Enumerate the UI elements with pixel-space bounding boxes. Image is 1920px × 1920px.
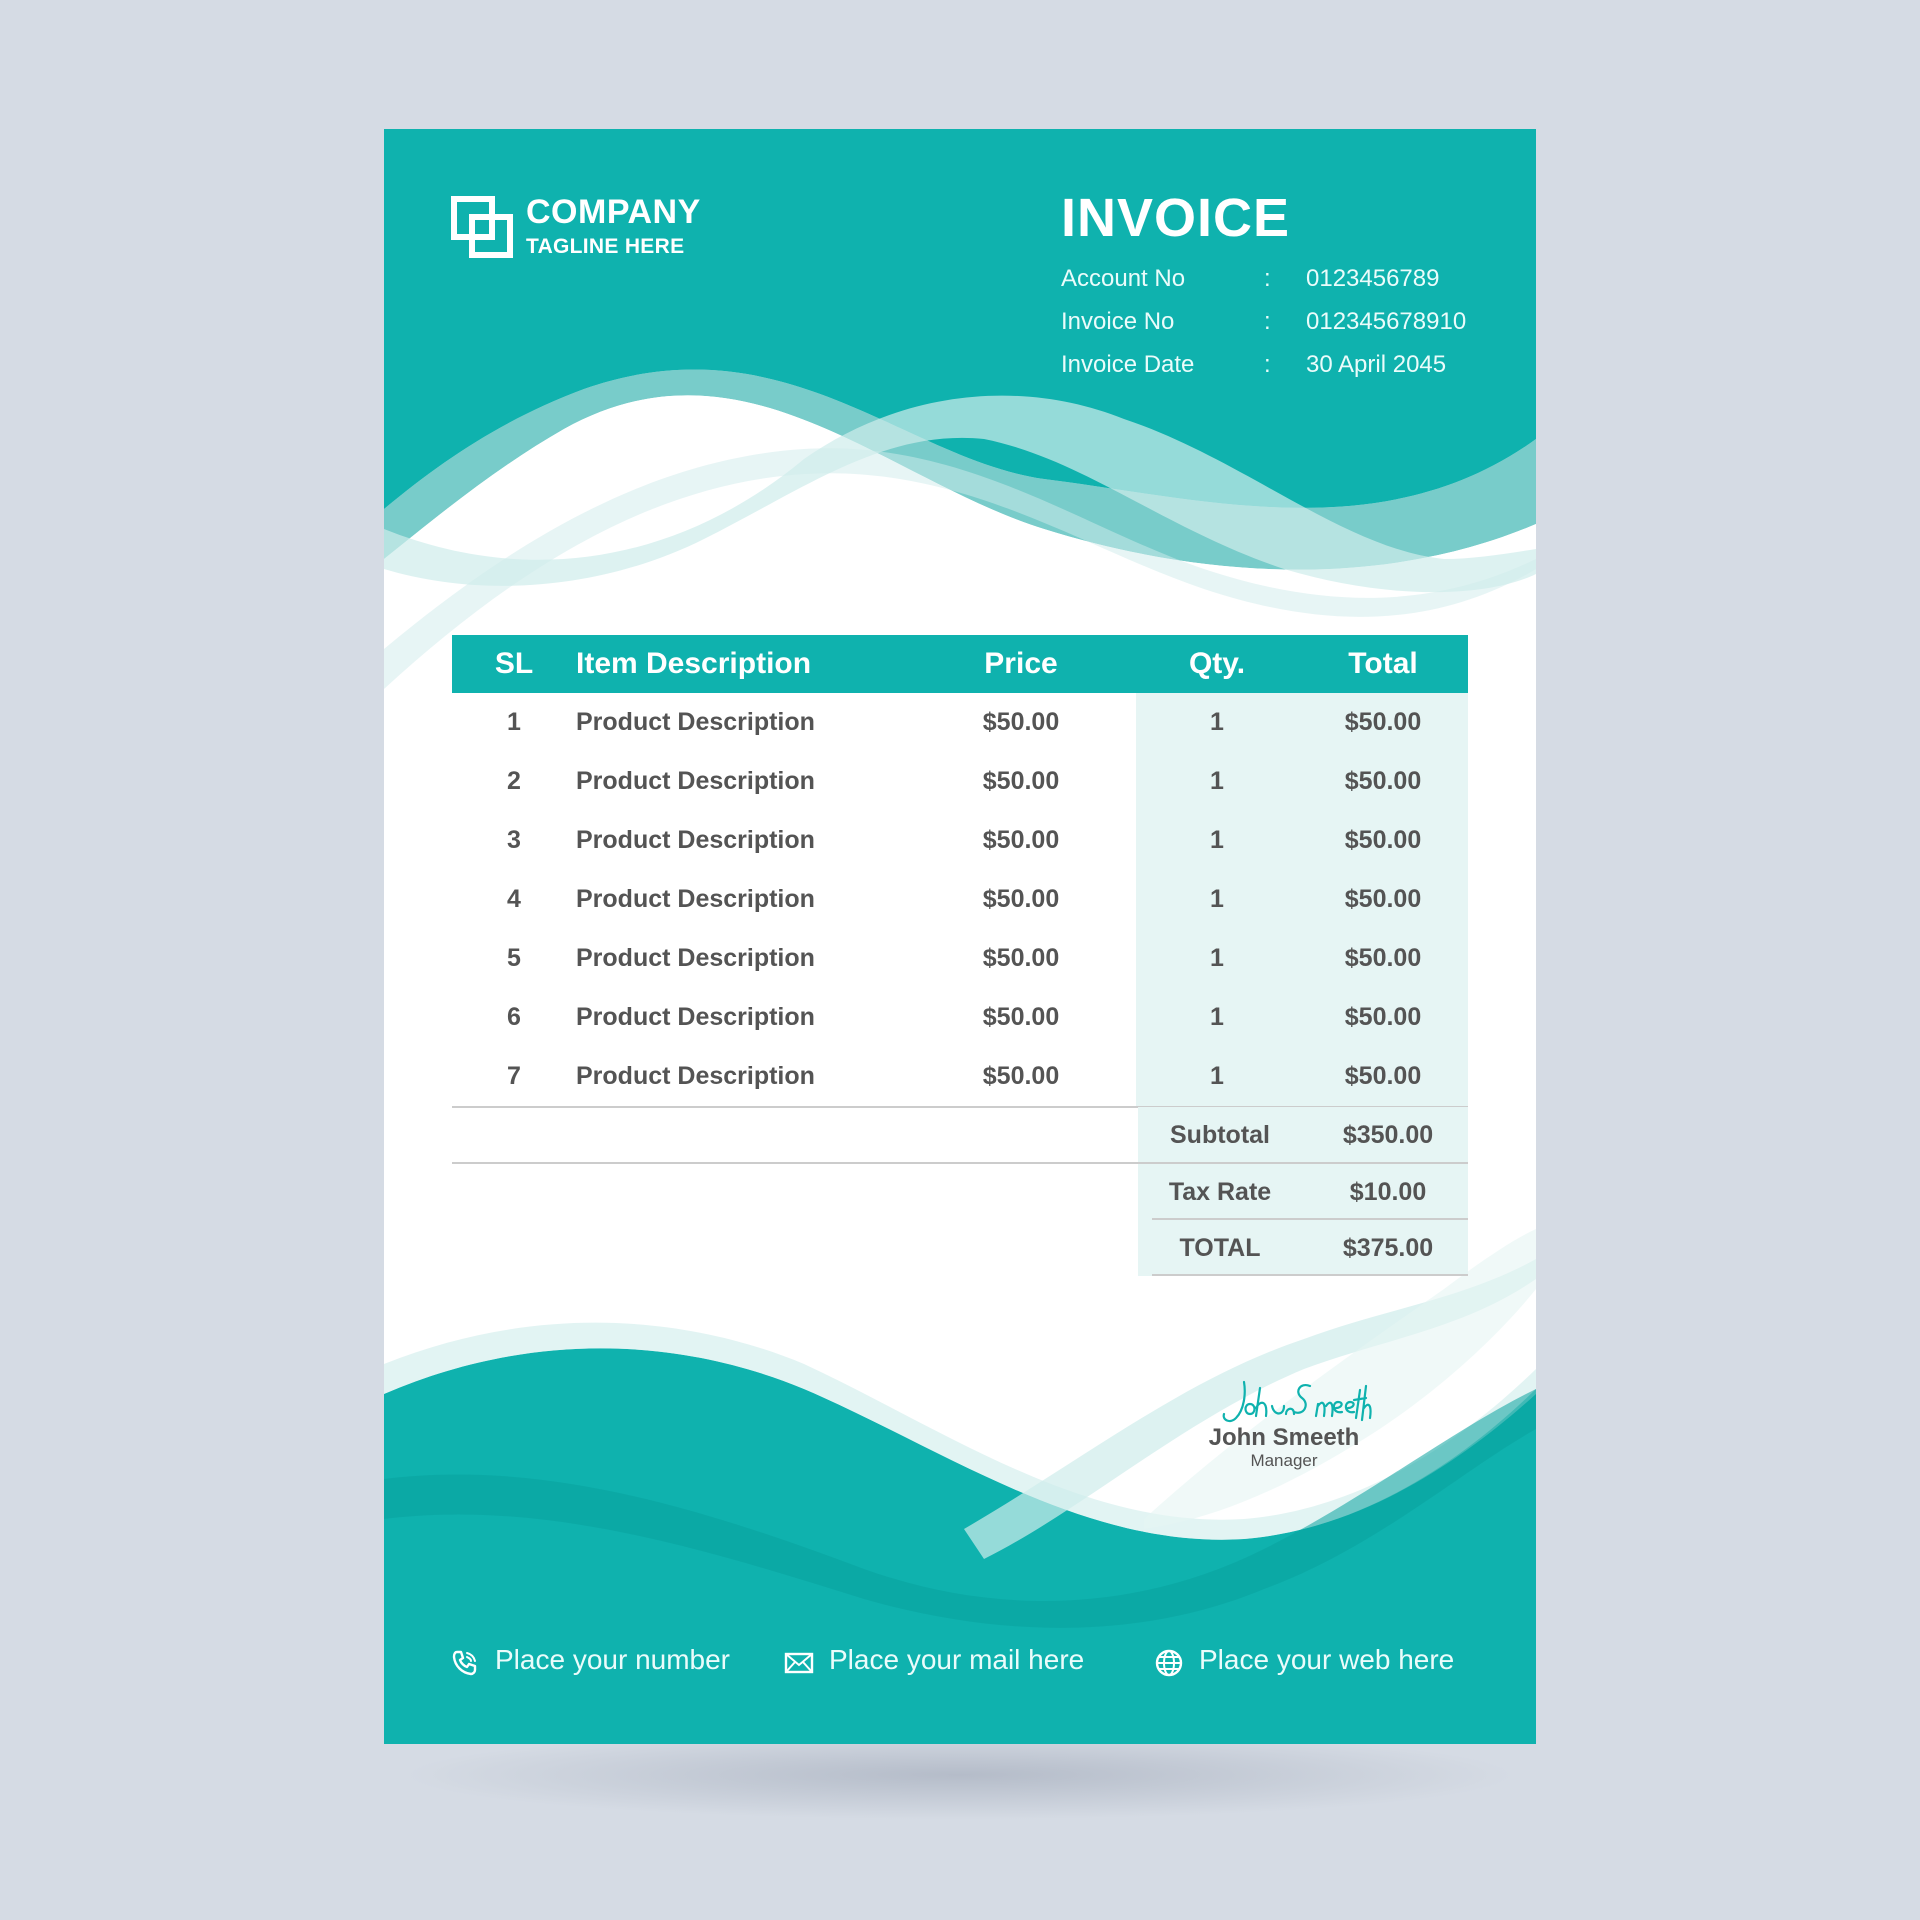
cell-sl: 1	[507, 708, 521, 736]
cell-qty: 1	[1136, 811, 1298, 870]
items-table	[452, 635, 1468, 1108]
table-row	[452, 752, 1468, 811]
cell-total: $50.00	[1298, 929, 1468, 988]
cell-sl: 4	[507, 885, 521, 913]
overlapping-squares-icon	[450, 195, 514, 259]
cell-sl: 5	[507, 944, 521, 972]
total-label: TOTAL	[1179, 1234, 1261, 1262]
cell-description: Product Description	[576, 708, 815, 736]
tax-value: $10.00	[1349, 1178, 1427, 1206]
table-row	[452, 870, 1468, 929]
cell-qty: 1	[1136, 752, 1298, 811]
cell-description: Product Description	[576, 885, 815, 913]
globe-icon	[1154, 1648, 1184, 1678]
meta-separator: :	[1264, 308, 1271, 335]
meta-separator: :	[1264, 265, 1271, 292]
table-row	[452, 693, 1468, 752]
meta-separator: :	[1264, 351, 1271, 378]
table-row	[452, 988, 1468, 1047]
cell-sl: 7	[452, 1047, 576, 1107]
cell-total: $50.00	[1298, 693, 1468, 752]
cell-description: Product Description	[576, 944, 815, 972]
cell-sl: 2	[507, 767, 521, 795]
divider-line	[1152, 1274, 1468, 1276]
subtotal-value: $350.00	[1342, 1121, 1434, 1149]
signatory-name: John Smeeth	[1208, 1424, 1360, 1451]
cell-price: $50.00	[982, 826, 1060, 854]
tax-label: Tax Rate	[1168, 1178, 1272, 1206]
company-tagline: TAGLINE HERE	[526, 235, 685, 258]
meta-value: 012345678910	[1306, 308, 1467, 335]
header-total: Total	[1298, 635, 1468, 693]
subtotal-label: Subtotal	[1170, 1121, 1270, 1149]
meta-value: 0123456789	[1306, 265, 1440, 292]
table-row	[452, 1047, 1468, 1107]
subtotal-row	[1138, 1107, 1468, 1163]
meta-label: Account No	[1061, 265, 1186, 292]
meta-value: 30 April 2045	[1306, 351, 1447, 378]
cell-price: $50.00	[906, 1047, 1136, 1107]
cell-total: $50.00	[1298, 870, 1468, 929]
contact-web-text: Place your web here	[1199, 1644, 1455, 1675]
cell-qty: 1	[1136, 1047, 1298, 1107]
cell-qty: 1	[1136, 929, 1298, 988]
cell-total: $50.00	[1298, 1047, 1468, 1107]
table-header-row	[452, 635, 1468, 693]
cell-description: Product Description	[576, 1003, 815, 1031]
company-name: COMPANY	[526, 193, 701, 231]
cell-total: $50.00	[1298, 811, 1468, 870]
cell-total: $50.00	[1298, 988, 1468, 1047]
cell-price: $50.00	[982, 708, 1060, 736]
table-row	[452, 811, 1468, 870]
invoice-page	[384, 129, 1536, 1744]
cell-sl: 3	[507, 826, 521, 854]
contact-phone-text: Place your number	[495, 1644, 731, 1675]
cell-description: Product Description	[576, 826, 815, 854]
header-qty: Qty.	[1136, 635, 1298, 693]
table-row	[452, 929, 1468, 988]
cell-qty: 1	[1136, 693, 1298, 752]
mail-icon	[784, 1648, 814, 1678]
meta-label: Invoice No	[1061, 308, 1175, 335]
header-sl: SL	[452, 635, 576, 693]
phone-icon	[450, 1648, 480, 1678]
cell-description: Product Description	[576, 1047, 906, 1107]
total-value: $375.00	[1342, 1234, 1434, 1262]
tax-row	[1138, 1164, 1468, 1220]
total-row	[1138, 1220, 1468, 1276]
header-price: Price	[906, 635, 1136, 693]
contact-mail-text: Place your mail here	[829, 1644, 1085, 1675]
cell-price: $50.00	[982, 767, 1060, 795]
meta-label: Invoice Date	[1061, 351, 1195, 378]
cell-price: $50.00	[982, 944, 1060, 972]
cell-total: $50.00	[1298, 752, 1468, 811]
signatory-role: Manager	[1250, 1451, 1318, 1470]
cell-qty: 1	[1136, 870, 1298, 929]
header-description: Item Description	[576, 635, 906, 693]
cell-sl: 6	[507, 1003, 521, 1031]
cell-description: Product Description	[576, 767, 815, 795]
cell-price: $50.00	[982, 885, 1060, 913]
cell-qty: 1	[1136, 988, 1298, 1047]
cell-price: $50.00	[982, 1003, 1060, 1031]
invoice-title: INVOICE	[1061, 188, 1291, 248]
